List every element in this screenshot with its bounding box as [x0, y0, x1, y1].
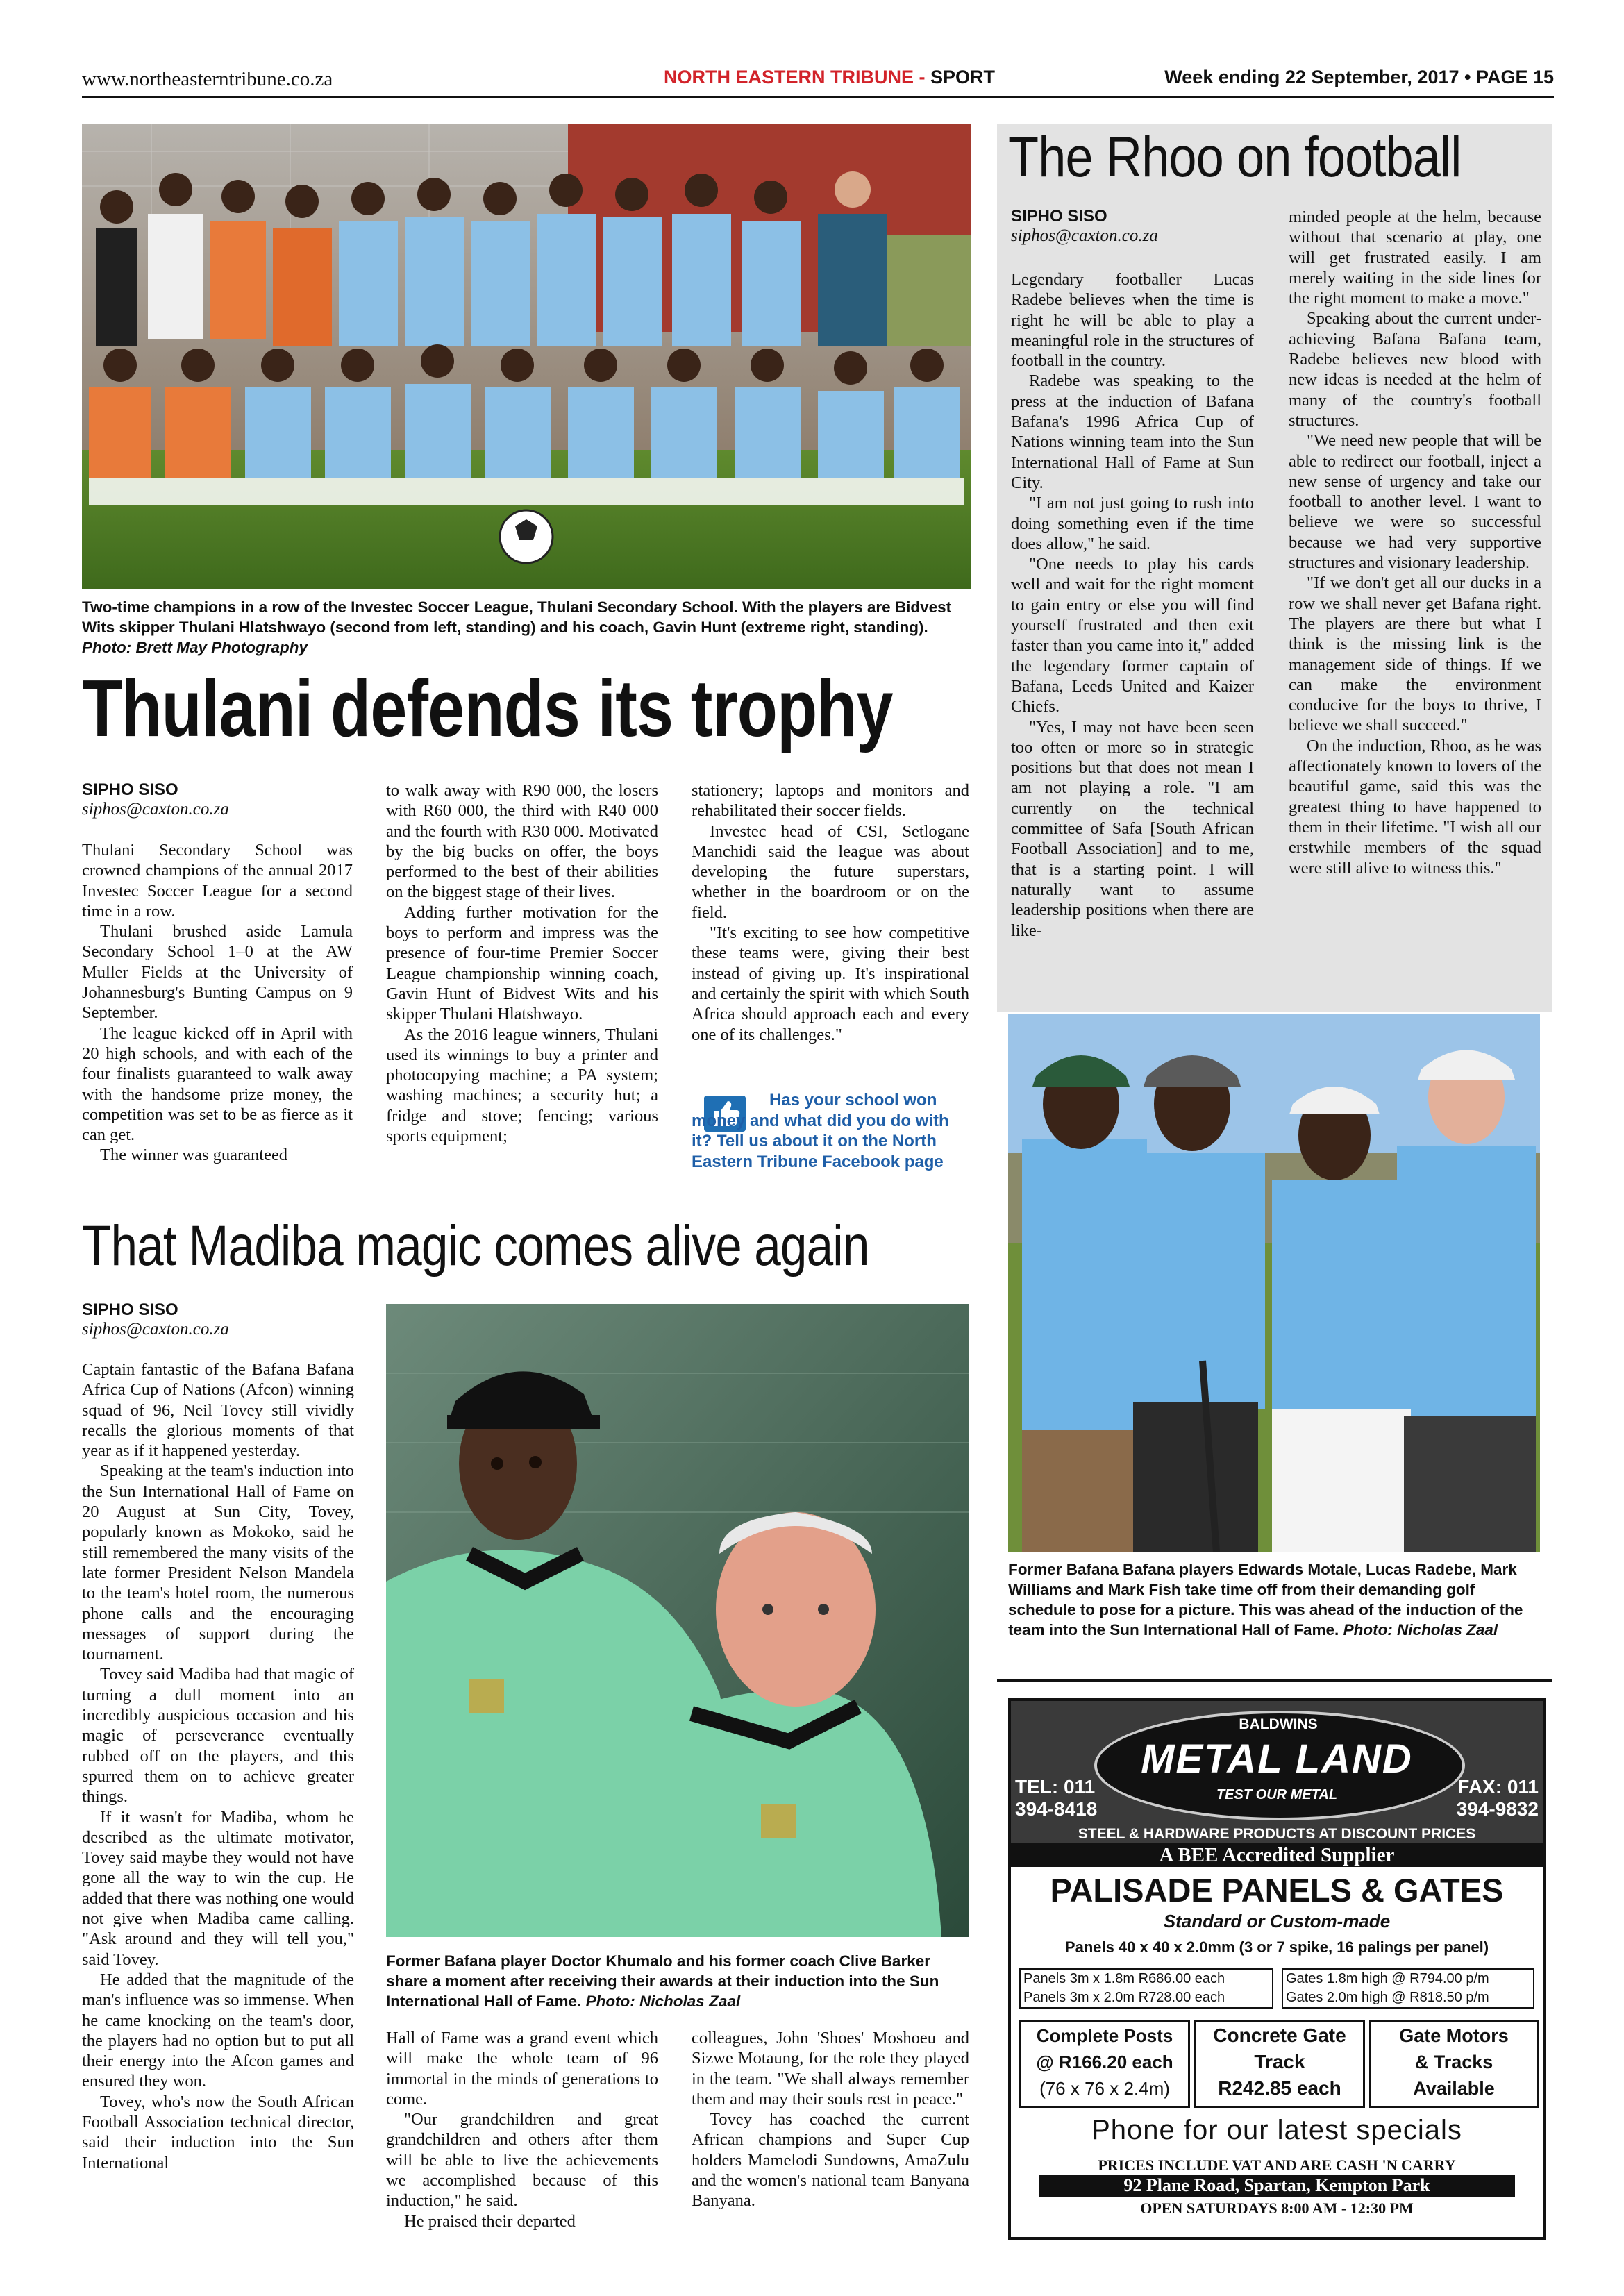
brand-name: METAL LAND — [1141, 1736, 1413, 1782]
story3-column-2: minded people at the helm, because without that scenario at play, one will get frustrated easily. I am merely waiting in the side lines for the right moment to make a move." Speaking about the current under-achieving Bafana Bafana team, Radebe believes new blood with new ideas is needed at the helm of many of the country's football structures. "We need new people that will be able to redirect our football, inject a new sense of urgency and take our football to another level. I want to believe we were so successful because we had very supportive structures and visionary leadership. "If we don't get all our ducks in a row we shall never get Bafana right. The players are there but what I think is the missing link is the management side of things. If we can make the environment conducive for the boys to thrive, I believe we shall succeed." On the induction, Rhoo, as he was affectionately known to lovers of the beautiful game, said this was the greatest thing to have happened to them in their lifetime. "I wish all our erstwhile members of the squad were still alive to witness this." — [1289, 208, 1541, 878]
tel-number[interactable]: 394-8418 — [1015, 1798, 1098, 1820]
issue-date-page: Week ending 22 September, 2017 • PAGE 15 — [1164, 67, 1554, 87]
story2-column-1: Captain fantastic of the Bafana Bafana Africa Cup of Nations (Afcon) winning squad of 96, Neil Tovey still vividly recalls the glorious moments of that year as if it happened yesterday. Speaking at the team's induction into the Sun International Hall of Fame on 20 August at Sun City, Tovey, popularly known as Mokoko, said he still remembered the many visits of the late former President Nelson Mandela to the team's hotel room, the numerous phone calls and the encouraging messages of support during the tournament. Tovey said Madiba had that magic of turning a dull moment into an incredibly auspicious occasion and his magic of perseverance eventually rubbed off on the players, and this spurred them on to achieve greater things. If it wasn't for Madiba, whom he described as the ultimate motivator, Tovey said maybe they would not have gone all the way to win the cup. He added that there was nothing one would not give when Madiba came calling. "Ask around and they will tell you," said Tovey. He added that the magnitude of the man's influence was so immense. When he came knocking on the team's door, the players had no option but to put all their energy into the Afcon games and ensured they won. Tovey, who's now the South African Football Association technical director, said their induction into the Sun International — [82, 1360, 354, 2172]
metal-land-advert[interactable] — [1008, 1698, 1546, 2240]
footer-line-1: PRICES INCLUDE VAT AND ARE CASH 'N CARRY — [1098, 2156, 1456, 2174]
motors-box: Gate Motors & Tracks Available — [1369, 2020, 1539, 2108]
story2-email[interactable]: siphos@caxton.co.za — [82, 1320, 229, 1339]
footer-address: 92 Plane Road, Spartan, Kempton Park — [1123, 2175, 1430, 2195]
story3-column-1: Legendary footballer Lucas Radebe believes when the time is right he will be able to play a meaningful role in the structures of football in the country. Radebe was speaking to the press at the induction of Bafana Bafana's 1996 Africa Cup of Nations winning team into the Sun International Hall of Fame at Sun City. "I am not just going to rush into doing something even if the time does allow," he said. "One needs to play his cards well and wait for the right moment to gain entry or else you will find yourself frustrated and then exit faster than you came into it," added the legendary former captain of Bafana, Leeds United and Kaizer Chiefs. "Yes, I may not have been seen too often or more so in strategic positions but that does not mean I am not playing a role. "I am currently on the technical committee of Safa [South African Football Association] and to me, that is a starting point. I will naturally want to assume leadership positions when there are like- — [1011, 270, 1254, 940]
facebook-promo-text: Has your school won money and what did you do with it? Tell us about it on the North Eastern Tribune Facebook page — [692, 1091, 949, 1171]
tagline-1: STEEL & HARDWARE PRODUCTS AT DISCOUNT PRICES — [1078, 1826, 1476, 1842]
story3-headline: The Rhoo on football — [1008, 126, 1462, 189]
brand-top: BALDWINS — [1239, 1716, 1318, 1732]
story3-byline: SIPHO SISO — [1011, 207, 1107, 226]
khumalo-barker-caption: Former Bafana player Doctor Khumalo and his former coach Clive Barker share a moment after receiving their awards at their induction into the Sun International Hall of Fame. Photo: Nicholas Zaal — [386, 1952, 939, 2010]
gate-prices: Gates 1.8m high @ R794.00 p/m Gates 2.0m high @ R818.50 p/m — [1282, 1968, 1534, 2009]
advert-top-rule — [997, 1679, 1552, 1682]
product-title: PALISADE PANELS & GATES — [1050, 1872, 1504, 1909]
story1-column-1: Thulani Secondary School was crowned champions of the annual 2017 Investec Soccer League for a second time in a row. Thulani brushed aside Lamula Secondary School 1–0 at the AW Muller Fields at the University of Johannesburg's Bunting Campus on 9 September. The league kicked off in April with 20 high schools, and with each of the four finalists guaranteed to walk away with the handsome prize money, the competition was set to be as fierce as it can get. The winner was guaranteed — [82, 841, 353, 1165]
footer-hours: OPEN SATURDAYS 8:00 AM - 12:30 PM — [1140, 2199, 1414, 2217]
story1-column-3: stationery; laptops and monitors and rehabilitated their soccer fields. Investec head of CSI, Setlogane Manchidi said the league was about developing the future superstars, whether in the boardroom or on the field. "It's exciting to see how competitive these teams were, giving their best instead of giving up. It's inspirational and certainly the spirit with which South Africa should approach each and every one of its challenges." — [692, 781, 969, 1044]
section-label: NORTH EASTERN TRIBUNE - SPORT — [664, 67, 996, 87]
story1-email[interactable]: siphos@caxton.co.za — [82, 800, 229, 819]
golf-photo — [1008, 1014, 1540, 1552]
story2-byline: SIPHO SISO — [82, 1300, 178, 1319]
story2-column-3: colleagues, John 'Shoes' Moshoeu and Sizwe Motaung, for the role they played in the team. "We shall always remember them and may their souls rest in peace." Tovey has coached the current African champions and Super Cup holders Mamelodi Sundowns, AmaZulu and the women's national team Banyana Banyana. — [692, 2029, 969, 2211]
team-photo-caption: Two-time champions in a row of the Investec Soccer League, Thulani Secondary School. With the players are Bidvest Wits skipper Thulani Hlatshwayo (second from left, standing) and his coach, Gavin Hunt (extreme right, standing). Photo: Brett May Photography — [82, 598, 952, 656]
panel-prices: Panels 3m x 1.8m R686.00 each Panels 3m x 2.0m R728.00 each — [1019, 1968, 1273, 2009]
fax-label: FAX: 011 — [1457, 1776, 1539, 1798]
brand-slogan: TEST OUR METAL — [1216, 1787, 1338, 1802]
facebook-promo[interactable] — [692, 1090, 969, 1194]
tagline-2: A BEE Accredited Supplier — [1159, 1844, 1395, 1866]
phone-specials: Phone for our latest specials — [1091, 2115, 1462, 2145]
story3-email[interactable]: siphos@caxton.co.za — [1011, 226, 1158, 245]
story1-byline: SIPHO SISO — [82, 780, 178, 799]
track-box: Concrete Gate Track R242.85 each — [1194, 2020, 1365, 2108]
story1-headline: Thulani defends its trophy — [82, 663, 893, 753]
product-spec: Panels 40 x 40 x 2.0mm (3 or 7 spike, 16 palings per panel) — [1064, 1938, 1489, 1956]
story2-headline: That Madiba magic comes alive again — [82, 1214, 869, 1277]
header-rule — [82, 96, 1554, 98]
fax-number: 394-9832 — [1456, 1798, 1539, 1820]
team-photo — [82, 124, 971, 589]
website-url[interactable]: www.northeasterntribune.co.za — [82, 68, 333, 90]
golf-photo-caption: Former Bafana Bafana players Edwards Motale, Lucas Radebe, Mark Williams and Mark Fish take time off from their demanding golf schedule to pose for a picture. This was ahead of the induction of the team into the Sun International Hall of Fame. Photo: Nicholas Zaal — [1008, 1561, 1523, 1639]
khumalo-barker-photo — [386, 1304, 969, 1937]
page-header — [82, 64, 1554, 93]
tel-label: TEL: 011 — [1015, 1776, 1096, 1798]
product-subtitle: Standard or Custom-made — [1163, 1911, 1391, 1932]
story1-column-2: to walk away with R90 000, the losers with R60 000, the third with R40 000 and the fourth with R30 000. Motivated by the big bucks on offer, the boys performed to the best of their abilities on the biggest stage of their lives. Adding further motivation for the boys to perform and impress was the presence of four-time Premier Soccer League championship winning coach, Gavin Hunt of Bidvest Wits and his skipper Thulani Hlatshwayo. As the 2016 league winners, Thulani used its winnings to buy a printer and photocopying machine; a PA system; washing machines; a security hut; a fridge and stove; fencing; various sports equipment; — [386, 781, 658, 1146]
story2-column-2: Hall of Fame was a grand event which will make the whole team of 96 immortal in the minds of generations to come. "Our grandchildren and great grandchildren and others after them will be able to live the achievements we accomplished because of this induction," he said. He praised their departed — [386, 2029, 658, 2231]
posts-box: Complete Posts @ R166.20 each (76 x 76 x 2.4m) — [1019, 2020, 1190, 2108]
